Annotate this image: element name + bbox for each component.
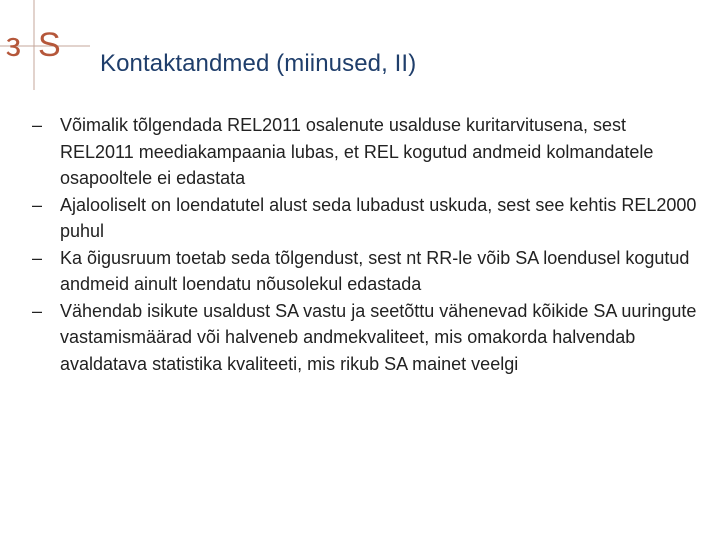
bullet-text: Võimalik tõlgendada REL2011 osalenute usalduse kuritarvitusena, sest REL2011 meediakampaania lubas, et REL kogutud andmeid kolmandatele osapooltele ei edastata — [60, 115, 654, 188]
slide-title: Kontaktandmed (miinused, II) — [100, 50, 417, 77]
bullet-dash: – — [32, 115, 43, 135]
bullet-dash: – — [32, 194, 43, 215]
bullet-list — [32, 112, 702, 377]
svg-text:S: S — [38, 26, 61, 64]
bullet-item — [32, 112, 702, 192]
bullet-text: Ka õigusruum toetab seda tõlgendust, sest nt RR-le võib SA loendusel kogutud andmeid ainult loendatu nõusolekul edastada — [60, 247, 690, 294]
bullet-item — [32, 192, 702, 245]
es-logo-icon — [0, 0, 90, 90]
bullet-dash: – — [32, 247, 43, 268]
bullet-dash: – — [32, 300, 43, 321]
bullet-item — [32, 298, 702, 378]
bullet-item — [32, 245, 702, 298]
svg-text:ε: ε — [5, 26, 21, 64]
bullet-text: Ajalooliselt on loendatutel alust seda lubadust uskuda, sest see kehtis REL2000 puhul — [60, 194, 697, 241]
bullet-text: Vähendab isikute usaldust SA vastu ja seetõttu vähenevad kõikide SA uuringute vastamismäärad või halveneb andmekvaliteet, mis omakorda halvendab avaldatava statistika kvaliteeti, mis rikub SA mainet veelgi — [60, 300, 697, 374]
